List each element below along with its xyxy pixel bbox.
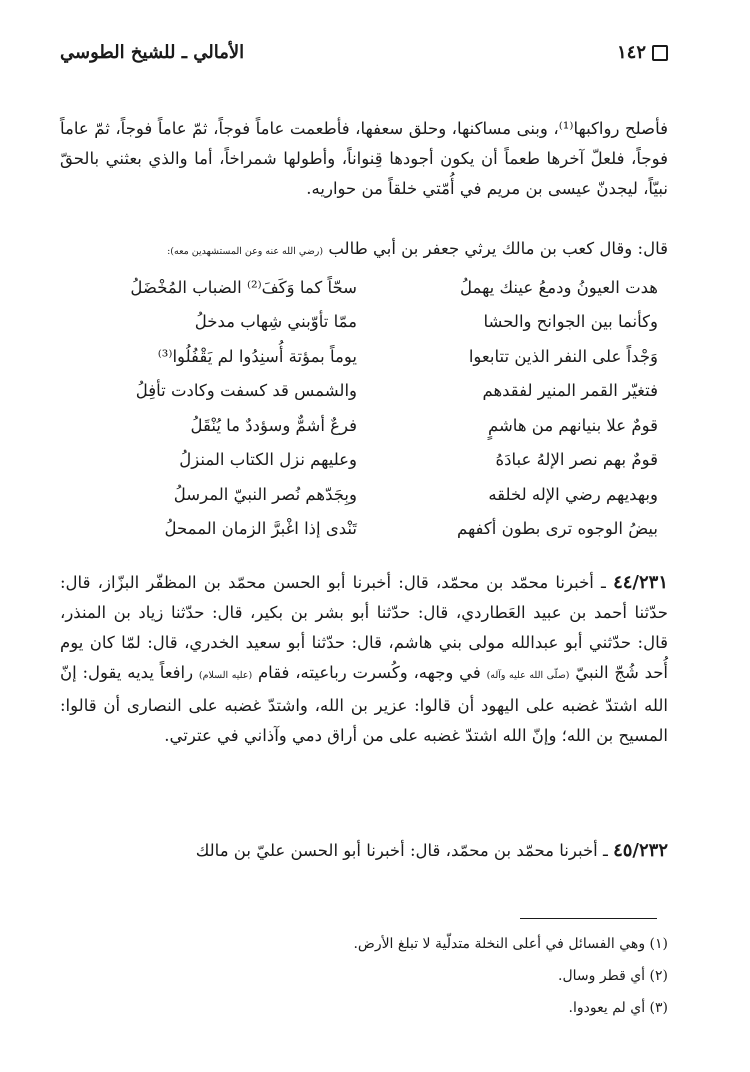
page-number-block bbox=[617, 42, 668, 63]
hadith-231 bbox=[60, 568, 668, 751]
footnote-divider bbox=[520, 918, 657, 919]
poem-intro-text: قال: وقال كعب بن مالك يرثي جعفر بن أبي طالب bbox=[328, 239, 668, 258]
verse-second-hemistich: ممّا تأوّبني شِهاب مدخلُ bbox=[194, 312, 357, 332]
poem-verse bbox=[82, 477, 658, 512]
verse-first-hemistich: وبهديهم رضي الإله لخلقه bbox=[488, 484, 658, 504]
verse-first-hemistich: قومٌ علا بنيانهم من هاشمٍ bbox=[488, 415, 658, 435]
verse-second-hemistich: يوماً بمؤتة أُسنِدُوا لم يَقْفُلُوا⁽³⁾ bbox=[157, 346, 357, 366]
hadith-232-number: ٤٥/٢٣٢ bbox=[613, 840, 668, 861]
square-box-icon bbox=[652, 45, 668, 61]
intro-paragraph: فأصلح رواكبها⁽¹⁾، وبنى مساكنها، وحلق سعفها، فأطعمت عاماً فوجاً، ثمّ عاماً فوجاً، ثمّ عاماً فوجاً، فلعلّ آخرها طعماً أن يكون أجودها قِنواناً، وأطولها شمراخاً، أما والذي بعثني بالحقّ نبيّاً، ليجدنّ عيسى بن مريم في أُمّتي خلقاً من حواريه. bbox=[60, 119, 668, 198]
poem-verse bbox=[82, 408, 658, 443]
hadith-231-text-a: ـ أخبرنا محمّد بن محمّد، قال: أخبرنا أبو الحسن محمّد بن المظفّر البزّاز، قال: حدّثنا أحمد بن عبيد العَطاردي، قال: حدّثنا أبو بشر بن بكير، قال: حدّثنا زياد بن المنذر، قال: حدّثني أبو عبدالله مولى بني هاشم، قال: حدّثنا أبو سعيد الخدري، قال: لمّا كان يوم أُحد شُجّ النبيّ bbox=[60, 573, 669, 682]
verse-first-hemistich: بيضُ الوجوه ترى بطون أكفهم bbox=[456, 519, 658, 539]
verse-second-hemistich: سحّاً كما وَكَفَ⁽²⁾ الضباب المُخْضَلُ bbox=[130, 277, 357, 297]
poem-verse bbox=[82, 443, 658, 478]
honorific-peace: (عليه السلام) bbox=[198, 670, 253, 681]
verse-first-hemistich: فتغيّر القمر المنير لفقدهم bbox=[482, 381, 658, 401]
hadith-231-text-c: رافعاً يديه يقول: إنّ الله اشتدّ غضبه على اليهود أن قالوا: عزير بن الله، واشتدّ غضبه على النصارى أن قالوا: المسيح بن الله؛ وإنّ الله اشتدّ غضبه على من أراق دمي وآذاني في عترتي. bbox=[60, 663, 668, 745]
footnote-2: (٢) أي قطر وسال. bbox=[558, 968, 668, 984]
hadith-232-text: ـ أخبرنا محمّد بن محمّد، قال: أخبرنا أبو الحسن عليّ بن مالك bbox=[195, 841, 614, 860]
footnote-3: (٣) أي لم يعودوا. bbox=[568, 1000, 668, 1016]
footnote-1: (١) وهي الفسائل في أعلى النخلة متدلّية لا تبلغ الأرض. bbox=[353, 936, 668, 952]
verse-second-hemistich: وبِجَدّهم نُصر النبيّ المرسلُ bbox=[173, 484, 357, 504]
verse-first-hemistich: وَجْداً على النفر الذين تتابعوا bbox=[468, 346, 658, 366]
hadith-231-number: ٤٤/٢٣١ bbox=[613, 572, 668, 593]
verse-second-hemistich: تَنْدى إذا اغْبرَّ الزمان الممحلُ bbox=[164, 519, 357, 539]
footnotes bbox=[60, 928, 668, 1024]
page-number: ١٤٢ bbox=[616, 42, 646, 63]
verse-first-hemistich: هدت العيونُ ودمعُ عينك يهملُ bbox=[460, 277, 658, 297]
poem-introduction bbox=[60, 234, 668, 267]
poem-verse bbox=[82, 512, 658, 547]
hadith-232 bbox=[60, 836, 668, 866]
elegy-poem bbox=[82, 270, 658, 546]
verse-first-hemistich: قومٌ بهم نصر الإلهُ عبادَهُ bbox=[495, 450, 658, 470]
book-title: الأمالي ـ للشيخ الطوسي bbox=[60, 42, 245, 63]
poem-verse bbox=[82, 305, 658, 340]
hadith-231-text-b: في وجهه، وكُسرت رباعيته، فقام bbox=[252, 663, 487, 682]
verse-second-hemistich: فرعٌ أشمٌّ وسؤددٌ ما يُنْقَلُ bbox=[190, 415, 357, 435]
page-header bbox=[60, 42, 668, 72]
poem-verse bbox=[82, 339, 658, 374]
honorific-prophet: (صلّى الله عليه وآله) bbox=[486, 670, 570, 681]
verse-first-hemistich: وكأنما بين الجوانح والحشا bbox=[483, 312, 658, 332]
poem-verse bbox=[82, 374, 658, 409]
poem-intro-honorific: (رضي الله عنه وعن المستشهدين معه): bbox=[167, 246, 324, 257]
verse-second-hemistich: والشمس قد كسفت وكادت تأفِلُ bbox=[135, 381, 357, 401]
verse-second-hemistich: وعليهم نزل الكتاب المنزلُ bbox=[179, 450, 357, 470]
poem-verse bbox=[82, 270, 658, 305]
